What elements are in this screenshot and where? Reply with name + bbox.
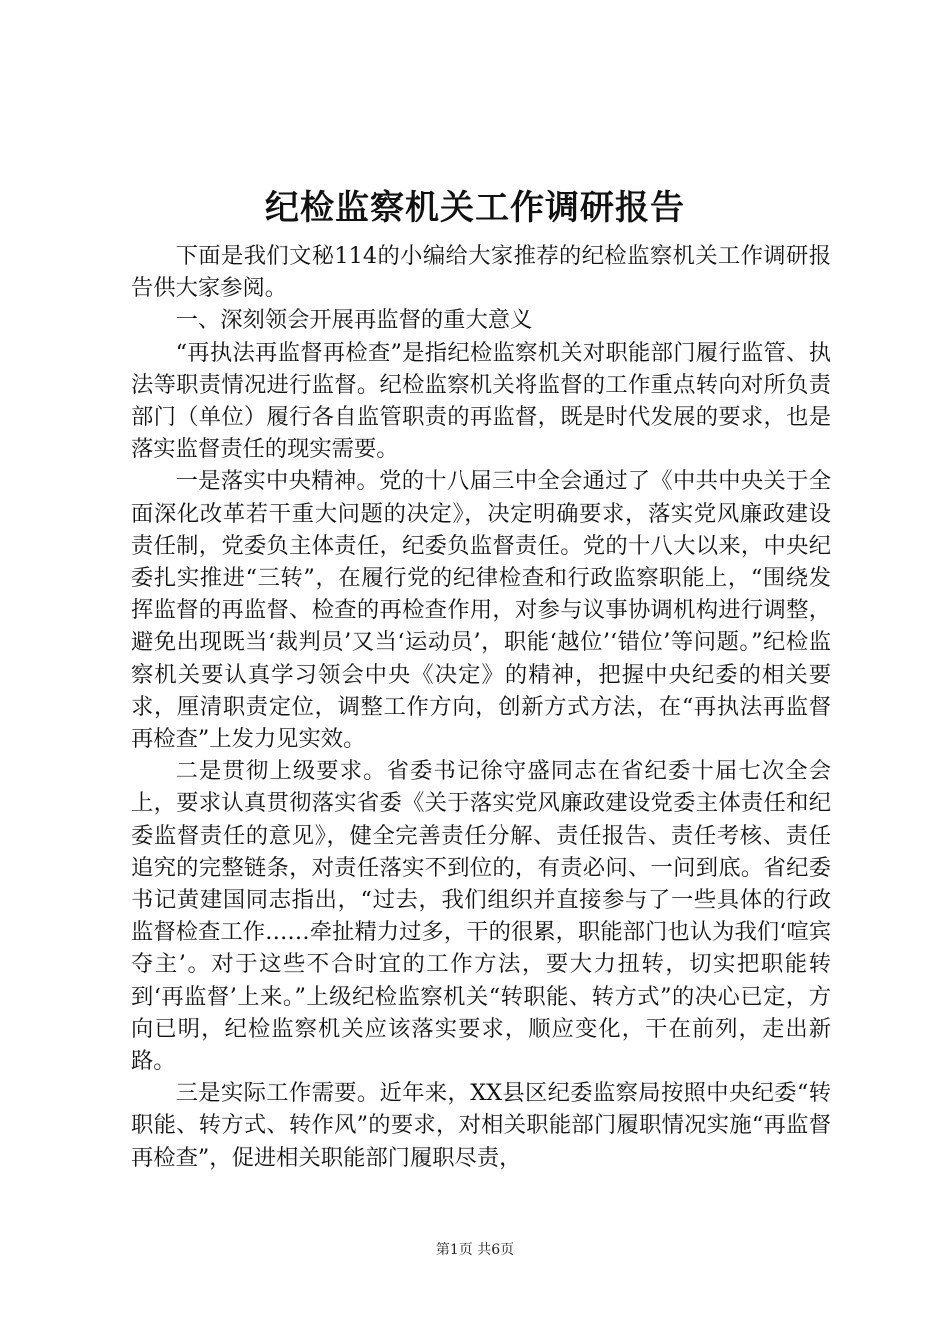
document-body (131, 240, 831, 1174)
section-heading: 一、深刻领会开展再监督的重大意义 (175, 307, 533, 334)
document-title: 纪检监察机关工作调研报告 (265, 188, 685, 228)
paragraph-point-one: 一是落实中央精神。党的十八届三中全会通过了《中共中央关于全面深化改革若干重大问题的决定》，决定明确要求，落实党风廉政建设责任制，党委负主体责任，纪委负监督责任。党的十八大以来，中央纪委扎实推进“三转”，在履行党的纪律检查和行政监察职能上，“围绕发挥监督的再监督、检查的再检查作用，对参与议事协调机构进行调整，避免出现既当‘裁判员’又当‘运动员’，职能‘越位’‘错位’等问题。”纪检监察机关要认真学习领会中央《决定》的精神，把握中央纪委的相关要求，厘清职责定位，调整工作方向，创新方式方法，在“再执法再监督再检查”上发力见实效。 (131, 468, 831, 753)
paragraph-point-two: 二是贯彻上级要求。省委书记徐守盛同志在省纪委十届七次全会上，要求认真贯彻落实省委《关于落实党风廉政建设党委主体责任和纪委监督责任的意见》，健全完善责任分解、责任报告、责任考核、责任追究的完整链条，对责任落实不到位的，有责必问、一问到底。省纪委书记黄建国同志指出，“过去，我们组织并直接参与了一些具体的行政监督检查工作……牵扯精力过多，干的很累，职能部门也认为我们‘喧宾夺主’。对于这些不合时宜的工作方法，要大力扭转，切实把职能转到‘再监督’上来。”上级纪检监察机关“转职能、转方式”的决心已定，方向已明，纪检监察机关应该落实要求，顺应变化，干在前列，走出新路。 (131, 758, 831, 1075)
page-number-footer: 第1页 共6页 (435, 1242, 515, 1258)
paragraph-intro: 下面是我们文秘114的小编给大家推荐的纪检监察机关工作调研报告供大家参阅。 (131, 243, 831, 302)
paragraph-definition: “再执法再监督再检查”是指纪检监察机关对职能部门履行监管、执法等职责情况进行监督。纪检监察机关将监督的工作重点转向对所负责部门（单位）履行各自监管职责的再监督，既是时代发展的要求，也是落实监督责任的现实需要。 (131, 339, 831, 463)
paragraph-point-three: 三是实际工作需要。近年来，XX县区纪委监察局按照中央纪委“转职能、转方式、转作风”的要求，对相关职能部门履职情况实施“再监督再检查”，促进相关职能部门履职尽责， (131, 1080, 831, 1171)
